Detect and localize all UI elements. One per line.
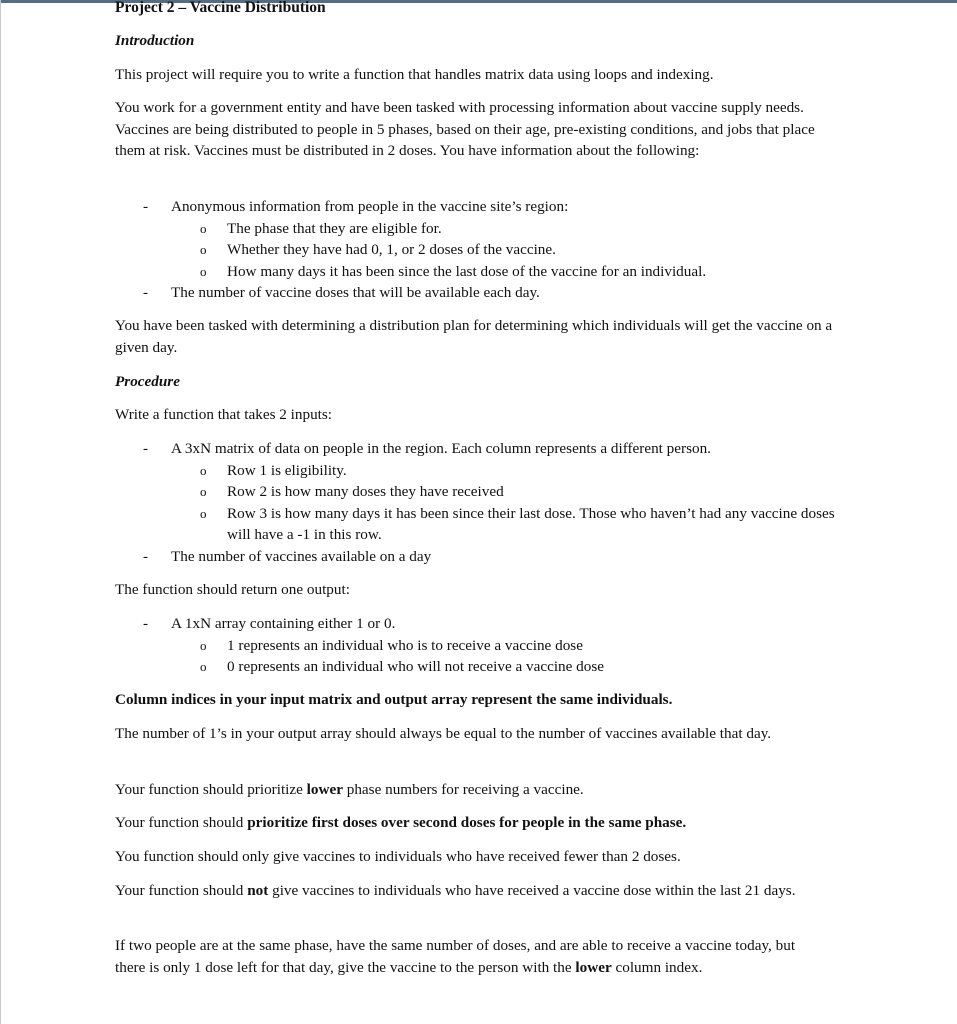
sub-list-item: o Row 3 is how many days it has been since their last dose. Those who haven’t had any vaccine doses will have a -1 in this row. [200, 504, 835, 543]
circle-bullet-icon: o [200, 242, 207, 257]
procedure-paragraph-2: The function should return one output: [115, 581, 350, 598]
rule-paragraph-1: The number of 1’s in your output array should always be equal to the number of vaccines available that day. [115, 725, 772, 742]
circle-bullet-icon: o [200, 637, 207, 653]
intro-heading: Introduction [115, 32, 195, 49]
output-list [115, 613, 855, 678]
rule-paragraph-4: You function should only give vaccines to individuals who have received fewer than 2 doses. [115, 848, 681, 865]
dash-marker: - [143, 440, 149, 457]
inputs-list [115, 438, 855, 567]
sub-list-item: o Whether they have had 0, 1, or 2 doses of the vaccine. [115, 239, 855, 261]
sub-list-item: o The phase that they are eligible for. [115, 218, 855, 240]
list-item: - A 3xN matrix of data on people in the region. Each column represents a different person. [115, 438, 855, 460]
list-item: - Anonymous information from people in the vaccine site’s region: [115, 196, 855, 218]
list-item: - A 1xN array containing either 1 or 0. [115, 613, 855, 635]
circle-bullet-icon: o [200, 263, 207, 279]
circle-bullet-icon: o [200, 505, 207, 521]
circle-bullet-icon: o [200, 462, 207, 478]
intro-paragraph-1: This project will require you to write a function that handles matrix data using loops and indexing. [115, 66, 714, 83]
sub-list-item: o Row 1 is eligibility. [115, 460, 855, 482]
dash-marker: - [143, 284, 149, 301]
circle-bullet-icon: o [200, 220, 207, 236]
intro-paragraph-2: You work for a government entity and have been tasked with processing information about vaccine supply needs. Vaccines are being distributed to people in 5 phases, based on their age, pre-existing conditions, and jobs that place them at risk. Vaccines must be distributed in 2 doses. You have information about the following: [115, 99, 815, 159]
dash-marker: - [143, 198, 149, 215]
rule-paragraph-3: Your function should prioritize first doses over second doses for people in the same phase. [115, 814, 687, 831]
sub-list-item: o 1 represents an individual who is to receive a vaccine dose [115, 635, 855, 657]
bold-statement: Column indices in your input matrix and output array represent the same individuals. [115, 691, 673, 708]
circle-bullet-icon: o [200, 484, 207, 499]
dash-marker: - [143, 615, 149, 632]
page-title: Project 2 – Vaccine Distribution [115, 0, 326, 16]
list-item: - The number of vaccine doses that will be available each day. [115, 282, 855, 304]
dash-marker: - [143, 547, 149, 565]
circle-bullet-icon: o [200, 659, 207, 674]
list-item: - The number of vaccines available on a day [115, 546, 855, 568]
procedure-heading: Procedure [115, 373, 180, 390]
intro-paragraph-3: You have been tasked with determining a distribution plan for determining which individuals will get the vaccine on a given day. [115, 317, 833, 356]
left-border [0, 0, 1, 1024]
rule-paragraph-5: Your function should not give vaccines to individuals who have received a vaccine dose within the last 21 days. [115, 882, 796, 899]
procedure-paragraph-1: Write a function that takes 2 inputs: [115, 406, 333, 423]
info-list [115, 196, 855, 304]
rule-paragraph-2: Your function should prioritize lower phase numbers for receiving a vaccine. [115, 781, 584, 798]
sub-list-item: o 0 represents an individual who will not receive a vaccine dose [115, 656, 855, 678]
sub-list-item: o Row 2 is how many doses they have received [115, 481, 855, 503]
rule-paragraph-6: If two people are at the same phase, have the same number of doses, and are able to receive a vaccine today, but there is only 1 dose left for that day, give the vaccine to the person with the lower column index. [115, 937, 796, 976]
sub-list-item: o How many days it has been since the last dose of the vaccine for an individual. [115, 261, 855, 283]
